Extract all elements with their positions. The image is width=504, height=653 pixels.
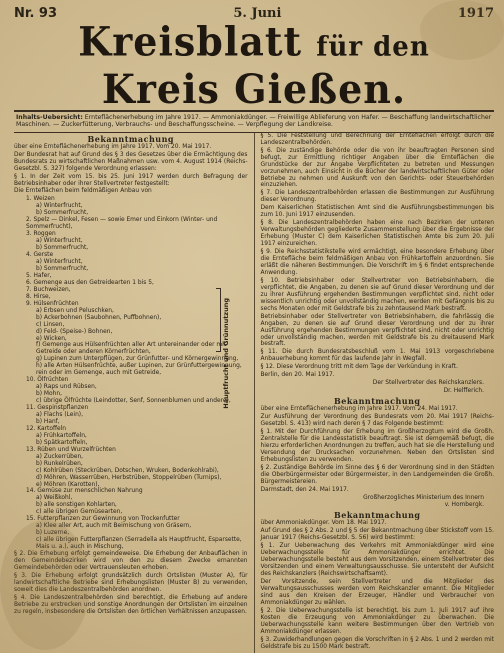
crop-list-item: b) Runkelrüben, <box>36 460 83 467</box>
crop-list-item: a) Flachs (Lein), <box>36 411 83 418</box>
paragraph: § 8. Die Landeszentralbehörden haben eine nach Bezirken der unteren Verwaltungsbehörden gegliederte Zusammenstellung über die Ergebnisse der Erhebung (Muster C) dem Kaiserlichen Statistischen Amte bis zum 20. Juli 1917 einzureichen. <box>260 220 494 248</box>
crop-list-item: f) Gemenge aus Hülsenfrüchten aller Art untereinander oder mit Getreide oder anderen Körnerfrüchten, <box>36 342 227 356</box>
paragraph: § 5. Die Feststellung und Berechnung der Ernteflächen erfolgt durch die Landeszentralbehörden. <box>260 132 494 146</box>
paragraph: Der Bundesrat hat auf Grund des § 3 des Gesetzes über die Ermächtigung des Bundesrats zu wirtschaftlichen Maßnahmen usw. vom 4. August 1914 (Reichs-Gesetzbl. S. 327) folgende Verordnung erlassen: <box>14 151 248 172</box>
crop-list-item: 2. Spelz — Dinkel, Fesen — sowie Emer und Einkorn (Winter- und Sommerfrucht), <box>26 217 218 231</box>
crop-list-item: 8. Hirse, <box>26 293 51 300</box>
crop-list-item: 1. Weizen <box>26 196 55 203</box>
crop-list-item: a) Weißkohl, <box>36 495 73 502</box>
crop-list-item: 12. Kartoffeln <box>26 425 66 432</box>
crop-list-item: 15. Futterpflanzen zur Gewinnung von Trockenfutter <box>26 516 180 523</box>
paragraph: § 2. Die Erhebung erfolgt gemeindeweise. Die Erhebung der Anbauflächen in den Gemeindebezirken wird von den zu diesem Zwecke ernannten Gemeindebehörden oder Vertrauensleuten erhoben. <box>14 551 248 571</box>
crop-list-item: a) Frühkartoffeln, <box>36 432 87 439</box>
paragraph: § 1. In der Zeit vom 15. bis 25. Juni 1917 werden durch Befragung der Betriebsinhaber oder ihrer Stellvertreter festgestellt: <box>14 173 248 187</box>
paragraph: § 2. Zuständige Behörde im Sinne des § 6 der Verordnung sind in den Städten die Oberbürgermeister oder Bürgermeister, in den Landgemeinden die Großh. Bürgermeistereien. <box>260 464 494 485</box>
crop-list-item: d) Möhren, Wasserrüben, Herbstrüben, Stoppelrüben (Turnips), <box>36 474 222 481</box>
masthead-title-end: Kreis Gießen. <box>101 64 407 113</box>
crop-list-item: g) Lupinen zum Unterpflügen, zur Grünfutter- und Körnergewinnung, <box>36 356 239 363</box>
paragraph: § 12. Diese Verordnung tritt mit dem Tage der Verkündung in Kraft. <box>260 364 458 371</box>
paragraph: § 6. Die zuständige Behörde oder die von ihr beauftragten Personen sind befugt, zur Ermittlung richtiger Angaben über die Ernteflächen die Grundstücke der zur Angabe Verpflichteten zu betreten und Messungen vorzunehmen, auch Einsicht in die Bücher der landwirtschaftlichen Güter oder Betriebe zu nehmen und Auskunft von den Gerichts- oder Steuerbehörden einzuziehen. <box>260 147 494 189</box>
article-intro: über eine Ernteflächenerhebung im Jahre 1917. Vom 20. Mai 1917. <box>14 143 212 150</box>
paragraph: § 10. Betriebsinhaber oder Stellvertreter von Betriebsinhabern, die verpflichtet, die Angaben, zu denen sie auf Grund dieser Verordnung und der zu ihrer Ausführung ergehenden Bestimmungen verpflichtet sind, nicht oder wissentlich unrichtig oder unvollständig machen, werden mit Gefängnis bis zu sechs Monaten oder mit Geldstrafe bis zu zehntausend Mark bestraft. <box>260 277 494 312</box>
issue-year: 1917 <box>457 6 494 21</box>
paragraph: § 11. Die durch Bundesratsbeschluß vom 1. Mai 1913 vorgeschriebene Anbauerhebung kommt für das laufende Jahr in Wegfall. <box>260 349 494 363</box>
crop-list-item: b) Mohn, <box>36 391 62 398</box>
crop-list-item: 9. Hülsenfrüchten <box>26 300 79 307</box>
crop-list-item: 10. Ölfrüchten <box>26 377 69 384</box>
paragraph: § 3. Zuwiderhandlungen gegen die Vorschriften in § 2 Abs. 1 und 2 werden mit Geldstrafe bis zu 1500 Mark bestraft. <box>260 636 494 650</box>
dateline: Darmstadt, den 24. Mai 1917. <box>260 486 349 493</box>
masthead <box>14 17 494 113</box>
paragraph: Der Vorsitzende, sein Stellvertreter und die Mitglieder des Verwaltungsausschusses werden vom Reichskanzler ernannt. Die Mitglieder sind aus den Kreisen der Erzeuger, Händler und Verbraucher von Ammoniakdünger zu wählen. <box>260 579 494 606</box>
paragraph: Dem Kaiserlichen Statistischen Amt sind die Ausführungsbestimmungen bis zum 10. Juni 1917 einzusenden. <box>260 205 494 219</box>
ministry: Großherzogliches Ministerium des Innern <box>363 494 484 501</box>
crop-list-item: b) Luzerne, <box>36 530 70 537</box>
issue-date: 5. Juni <box>233 6 282 21</box>
crop-list-item: 13. Rüben und Wurzelfrüchten <box>26 446 116 453</box>
crop-list-item: a) Winterfrucht, <box>36 203 83 210</box>
paragraph: § 1. Mit der Durchführung der Erhebung im Großherzogtum wird die Großh. Zentralstelle für die Landesstatistik beauftragt. Sie ist demgemäß befugt, die hierzu erforderlichen Anordnungen zu treffen, auch hat sie die Herstellung und Versendung der Drucksachen vorzunehmen. Neben den Ortslisten sind Erhebungslisten zu verwenden. <box>260 428 494 463</box>
paragraph: § 4. Die Landeszentralbehörden sind berechtigt, die Erhebung auf andere Betriebe zu erstrecken und sonstige Anordnungen der Ortslisten im einzelnen zu regeln, insbesondere die Ortslisten den örtlichen Verhältnissen anzupassen. <box>14 594 248 615</box>
crop-list-item: c) alle übrigen Futterpflanzen (Serradella als Hauptfrucht, Esparsette, Mais u. a.), auch in Mischung, <box>36 537 242 551</box>
paragraph: Betriebsinhaber oder Stellvertreter von Betriebsinhabern, die fahrlässig die Angaben, zu denen sie auf Grund dieser Verordnung und der zu ihrer Ausführung ergehenden Bestimmungen verpflichtet sind, nicht oder unrichtig oder unvollständig machen, werden mit Geldstrafe bis zu dreitausend Mark bestraft. <box>260 313 494 348</box>
masthead-title: Kreisblatt <box>78 17 303 65</box>
crop-list-item: h) alle Arten Hülsenfrüchte, außer Lupinen, zur Grünfuttergewinnung, rein oder im Gemenge, auch mit Getreide, <box>36 363 242 377</box>
crop-list-item: c) Kohlrüben (Steckrüben, Dotschen, Wruken, Bodenkohlrabi), <box>36 467 219 474</box>
crop-list-item: c) Linsen, <box>36 321 65 328</box>
article-intro: über Ammoniakdünger. Vom 18. Mai 1917. <box>260 520 387 527</box>
left-column <box>14 133 255 653</box>
crop-list-item: 14. Gemüse zur menschlichen Nahrung <box>26 488 143 495</box>
crop-list <box>14 196 248 551</box>
crop-list-item: 5. Hafer, <box>26 272 52 279</box>
signer: Dr. Helfferich. <box>443 388 484 395</box>
crop-list-item: a) Winterfrucht, <box>36 259 83 266</box>
crop-list-item: b) Sommerfrucht, <box>36 245 89 252</box>
paragraph: Auf Grund des § 2 Abs. 2 und § 5 der Bekanntmachung über Stickstoff vom 15. Januar 1917 (Reichs-Gesetzbl. S. 56) wird bestimmt: <box>260 528 494 542</box>
paragraph: § 2. Die Ueberwachungsstelle ist berechtigt, bis zum 1. Juli 1917 auf ihre Kosten die Erzeugung von Ammoniakdünger zu überwachen. Die Ueberwachungsstelle kann weitere Bestimmungen über den Vertrieb von Ammoniakdünger erlassen. <box>260 607 494 635</box>
crop-list-item: 7. Buchweizen, <box>26 286 71 293</box>
paragraph: § 1. Zur Ueberwachung des Verkehrs mit Ammoniakdünger wird eine Ueberwachungsstelle für Ammoniakdünger errichtet. Die Ueberwachungsstelle besteht aus dem Vorsitzenden, einem Stellvertreter des Vorsitzenden und einem Verwaltungsausschusse. Sie untersteht der Aufsicht des Reichskanzlers (Reichswirtschaftsamt). <box>260 543 494 578</box>
article-heading: Bekanntmachung <box>87 133 174 144</box>
dateline: Berlin, den 20. Mai 1917. <box>260 372 335 379</box>
article-columns <box>14 133 494 653</box>
contents-text: Ernteflächenerhebung im Jahre 1917. — Ammoniakdünger. — Freiwillige Ablieferung von Hafer. — Beschaffung landwirtschaftlicher Maschinen. — Zuckerfütterung, Verbrauchs- und Beschaffungsscheine. — Verpflegung der Landkreise. <box>16 114 492 129</box>
crop-list-item: b) alle sonstigen Kohlarten, <box>36 502 117 509</box>
crop-list-item: d) Feld- (Speise-) Bohnen, <box>36 328 113 335</box>
list-brace <box>216 288 221 352</box>
paragraph: § 9. Die Reichsstatistikstelle wird ermächtigt, eine besondere Erhebung über die Erntefläche beim feldmäßigen Anbau von Frühkartoffeln anzuordnen. Sie erläßt die näheren Bestimmungen. Die Vorschrift im § 6 findet entsprechende Anwendung. <box>260 249 494 276</box>
crop-list-item: e) Möhren (Karotten), <box>36 481 100 488</box>
crop-list-item: b) Sommerfrucht, <box>36 210 89 217</box>
paragraph: § 3. Die Erhebung erfolgt grundsätzlich durch Ortslisten (Muster A), für landwirtschaftliche Betriebe sind Erhebungslisten (Muster B) zu verwenden, soweit dies die Landeszentralbehörden anordnen. <box>14 572 248 593</box>
crop-list-item: 11. Gespinstpflanzen <box>26 405 89 412</box>
paragraph: Zur Ausführung der Verordnung des Bundesrats vom 20. Mai 1917 (Reichs-Gesetzbl. S. 413) wird nach deren § 7 das Folgende bestimmt: <box>260 414 494 427</box>
crop-list-item: b) Sommerfrucht, <box>36 265 89 272</box>
signer-title: Der Stellvertreter des Reichskanzlers. <box>372 380 484 387</box>
crop-list-item: 3. Roggen <box>26 231 56 238</box>
paragraph: § 7. Die Landeszentralbehörden erlassen die Bestimmungen zur Ausführung dieser Verordnung. <box>260 190 494 204</box>
crop-list-item: e) Wicken, <box>36 335 67 342</box>
crop-list-item: a) Erbsen und Peluschken, <box>36 307 114 314</box>
crop-list-item: a) Zuckerrüben, <box>36 453 84 460</box>
masthead-title-mid: für den <box>316 31 430 63</box>
crop-list-item: b) Spätkartoffeln, <box>36 439 88 446</box>
crop-list-item: a) Raps und Rübsen, <box>36 384 97 391</box>
crop-list-item: 4. Gerste <box>26 252 54 259</box>
list-sidenote: Hauptfrucht und Grünnutzung <box>222 298 230 409</box>
paragraph: Die Ernteflächen beim feldmäßigen Anbau von <box>14 188 152 195</box>
crop-list-item: a) Winterfrucht, <box>36 238 83 245</box>
article-heading: Bekanntmachung <box>334 510 421 521</box>
contents-label: Inhalts-Uebersicht: <box>16 114 83 121</box>
crop-list-item: a) Klee aller Art, auch mit Beimischung von Gräsern, <box>36 523 192 530</box>
signer: v. Hombergk. <box>444 502 484 509</box>
issue-number: Nr. 93 <box>14 6 57 21</box>
crop-list-item: b) Hanf, <box>36 418 60 425</box>
article-heading: Bekanntmachung <box>334 396 421 407</box>
crop-list-item: c) übrige Ölfrüchte (Leindotter, Senf, Sonnenblumen und andere), <box>36 398 231 405</box>
right-column <box>255 133 495 653</box>
crop-list-item: b) Ackerbohnen (Saubohnen, Puffbohnen), <box>36 314 162 321</box>
crop-list-item: 6. Gemenge aus den Getreidearten 1 bis 5, <box>26 279 154 286</box>
article-intro: über eine Ernteflächenerhebung im Jahre 1917. Vom 24. Mai 1917. <box>260 406 458 413</box>
table-of-contents <box>14 112 494 131</box>
crop-list-item: c) alle übrigen Gemüsearten, <box>36 509 123 516</box>
